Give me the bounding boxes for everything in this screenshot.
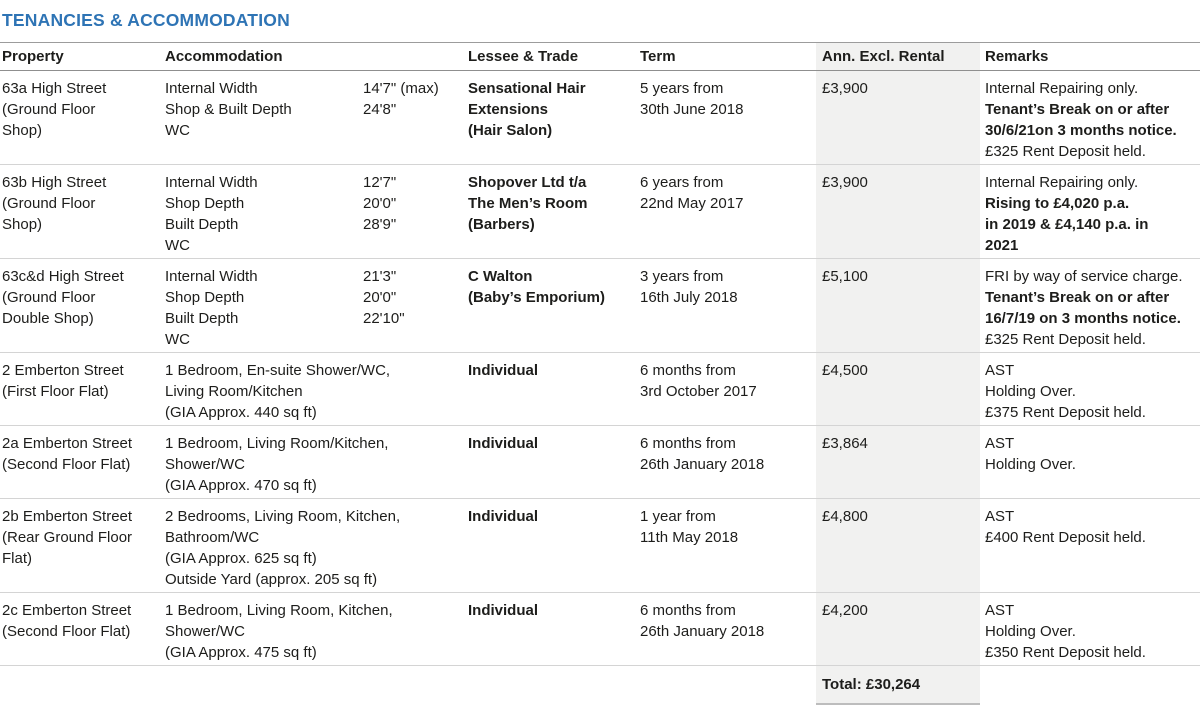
property-cell [0,426,162,499]
lessee-cell [466,71,638,165]
lessee-line: (Hair Salon) [468,122,553,139]
header-row [0,43,1200,71]
remark-line: £325 Rent Deposit held. [985,331,1146,348]
table-row [0,593,1200,666]
remark-line: Rising to £4,020 p.a. [985,195,1130,212]
rental-cell: £4,200 [816,593,980,666]
remarks-cell [980,499,1200,593]
accommodation-line [165,329,466,350]
property-line: (First Floor Flat) [2,383,109,400]
remarks-cell [980,593,1200,666]
property-line: Shop) [2,122,43,139]
accommodation-label: WC [165,237,190,254]
term-line: 3 years from [640,268,724,285]
remark-line: AST [985,362,1015,379]
property-line: 63c&d High Street [2,268,124,285]
lessee-line: Individual [468,362,539,379]
property-line: Shop) [2,216,43,233]
accommodation-text-line: (GIA Approx. 625 sq ft) [165,550,317,567]
remark-line: AST [985,435,1015,452]
term-line: 6 months from [640,435,736,452]
remark-line: Holding Over. [985,383,1076,400]
accommodation-measurement: 24'8" [363,101,397,118]
remark-line: £325 Rent Deposit held. [985,143,1146,160]
accommodation-measurement: 12'7" [363,174,397,191]
accommodation-cell [162,426,466,499]
accommodation-measurement: 28'9" [363,216,397,233]
accommodation-label: Shop Depth [165,195,245,212]
term-cell [638,499,816,593]
col-header-property: Property [0,43,162,71]
accommodation-text-line: 2 Bedrooms, Living Room, Kitchen, [165,508,401,525]
property-line: 2b Emberton Street [2,508,133,525]
lessee-line: Individual [468,602,539,619]
total-row-end-spacer [980,666,1200,705]
accommodation-cell [162,165,466,259]
property-line: (Rear Ground Floor [2,529,133,546]
col-header-accommodation: Accommodation [162,43,466,71]
remarks-cell [980,426,1200,499]
remark-line: Holding Over. [985,456,1076,473]
remarks-cell [980,71,1200,165]
accommodation-text-line: 1 Bedroom, En-suite Shower/WC, [165,362,391,379]
lessee-cell [466,165,638,259]
col-header-remarks: Remarks [980,43,1200,71]
remark-line: in 2019 & £4,140 p.a. in [985,216,1149,233]
term-line: 22nd May 2017 [640,195,744,212]
accommodation-cell [162,499,466,593]
remark-line: 30/6/21on 3 months notice. [985,122,1177,139]
accommodation-line [165,266,466,287]
remarks-cell [980,165,1200,259]
table-row [0,426,1200,499]
rental-cell: £3,900 [816,165,980,259]
accommodation-measurement: 14'7" (max) [363,80,439,97]
property-cell [0,353,162,426]
accommodation-label: WC [165,331,190,348]
term-line: 16th July 2018 [640,289,738,306]
remark-line: 16/7/19 on 3 months notice. [985,310,1181,327]
property-cell [0,593,162,666]
accommodation-line [165,193,466,214]
term-line: 6 months from [640,602,736,619]
property-line: 2c Emberton Street [2,602,132,619]
table-row [0,499,1200,593]
accommodation-line [165,308,466,329]
remark-line: 2021 [985,237,1019,254]
accommodation-cell [162,259,466,353]
term-cell [638,71,816,165]
term-line: 6 years from [640,174,724,191]
col-header-term: Term [638,43,816,71]
accommodation-text-line: 1 Bedroom, Living Room, Kitchen, [165,602,393,619]
accommodation-cell [162,71,466,165]
remark-line: £350 Rent Deposit held. [985,644,1146,661]
term-line: 26th January 2018 [640,456,765,473]
rental-cell: £4,500 [816,353,980,426]
table-row [0,165,1200,259]
remark-line: Internal Repairing only. [985,80,1139,97]
term-line: 1 year from [640,508,716,525]
remarks-cell [980,353,1200,426]
table-body [0,71,1200,666]
accommodation-text-line: Living Room/Kitchen [165,383,303,400]
accommodation-text-line: Outside Yard (approx. 205 sq ft) [165,571,378,588]
property-line: 2a Emberton Street [2,435,133,452]
total-row [0,666,1200,705]
accommodation-measurement: 20'0" [363,195,397,212]
accommodation-text-line: Shower/WC [165,623,246,640]
remark-line: Tenant’s Break on or after [985,101,1170,118]
term-line: 30th June 2018 [640,101,744,118]
term-line: 11th May 2018 [640,529,739,546]
accommodation-cell [162,593,466,666]
accommodation-label: Shop & Built Depth [165,101,292,118]
remark-line: Internal Repairing only. [985,174,1139,191]
col-header-lessee: Lessee & Trade [466,43,638,71]
accommodation-line [165,172,466,193]
property-cell [0,165,162,259]
remark-line: £400 Rent Deposit held. [985,529,1146,546]
accommodation-measurement: 21'3" [363,268,397,285]
accommodation-measurement [363,329,466,350]
rental-cell: £3,864 [816,426,980,499]
property-cell [0,71,162,165]
lessee-line: (Baby’s Emporium) [468,289,605,306]
lessee-line: Sensational Hair [468,80,586,97]
property-line: 63a High Street [2,80,107,97]
accommodation-measurement: 20'0" [363,289,397,306]
term-cell [638,593,816,666]
table-row [0,353,1200,426]
property-cell [0,259,162,353]
accommodation-label: Internal Width [165,80,258,97]
property-line: Flat) [2,550,32,567]
property-line: 2 Emberton Street [2,362,124,379]
lessee-line: The Men’s Room [468,195,588,212]
accommodation-label: Built Depth [165,310,239,327]
term-cell [638,353,816,426]
lessee-line: Shopover Ltd t/a [468,174,587,191]
accommodation-text-line: Shower/WC [165,456,246,473]
remark-line: AST [985,508,1015,525]
accommodation-text-line: (GIA Approx. 470 sq ft) [165,477,317,494]
term-cell [638,259,816,353]
accommodation-label: Built Depth [165,216,239,233]
remarks-cell [980,259,1200,353]
accommodation-line [165,287,466,308]
lessee-line: (Barbers) [468,216,535,233]
accommodation-text-line: (GIA Approx. 475 sq ft) [165,644,317,661]
accommodation-text-line: 1 Bedroom, Living Room/Kitchen, [165,435,389,452]
property-line: (Ground Floor [2,289,96,306]
accommodation-label: Shop Depth [165,289,245,306]
term-line: 5 years from [640,80,724,97]
accommodation-line [165,99,466,120]
lessee-line: Individual [468,435,539,452]
total-rental: Total: £30,264 [816,666,980,705]
term-line: 26th January 2018 [640,623,765,640]
table-row [0,71,1200,165]
remark-line: £375 Rent Deposit held. [985,404,1146,421]
property-line: (Ground Floor [2,101,96,118]
table-row [0,259,1200,353]
rental-cell: £3,900 [816,71,980,165]
remark-line: Holding Over. [985,623,1076,640]
accommodation-text-line: Bathroom/WC [165,529,260,546]
rental-cell: £5,100 [816,259,980,353]
property-line: (Second Floor Flat) [2,623,131,640]
property-line: (Ground Floor [2,195,96,212]
term-line: 3rd October 2017 [640,383,757,400]
lessee-line: Extensions [468,101,549,118]
accommodation-label: Internal Width [165,268,258,285]
accommodation-text-line: (GIA Approx. 440 sq ft) [165,404,317,421]
page-title: TENANCIES & ACCOMMODATION [2,10,290,30]
accommodation-measurement [363,120,466,141]
lessee-cell [466,353,638,426]
accommodation-line [165,120,466,141]
term-line: 6 months from [640,362,736,379]
property-line: (Second Floor Flat) [2,456,131,473]
total-row-spacer [0,666,816,705]
property-line: Double Shop) [2,310,94,327]
rental-cell: £4,800 [816,499,980,593]
accommodation-cell [162,353,466,426]
accommodation-label: WC [165,122,190,139]
property-line: 63b High Street [2,174,107,191]
accommodation-line [165,214,466,235]
lessee-cell [466,426,638,499]
term-cell [638,165,816,259]
lessee-line: Individual [468,508,539,525]
accommodation-line [165,235,466,256]
accommodation-measurement: 22'10" [363,310,405,327]
accommodation-label: Internal Width [165,174,258,191]
accommodation-line [165,78,466,99]
lessee-cell [466,499,638,593]
remark-line: FRI by way of service charge. [985,268,1183,285]
col-header-rental: Ann. Excl. Rental [816,43,980,71]
term-cell [638,426,816,499]
lessee-line: C Walton [468,268,533,285]
tenancy-table [0,42,1200,705]
lessee-cell [466,593,638,666]
remark-line: AST [985,602,1015,619]
accommodation-measurement [363,235,466,256]
remark-line: Tenant’s Break on or after [985,289,1170,306]
property-cell [0,499,162,593]
lessee-cell [466,259,638,353]
